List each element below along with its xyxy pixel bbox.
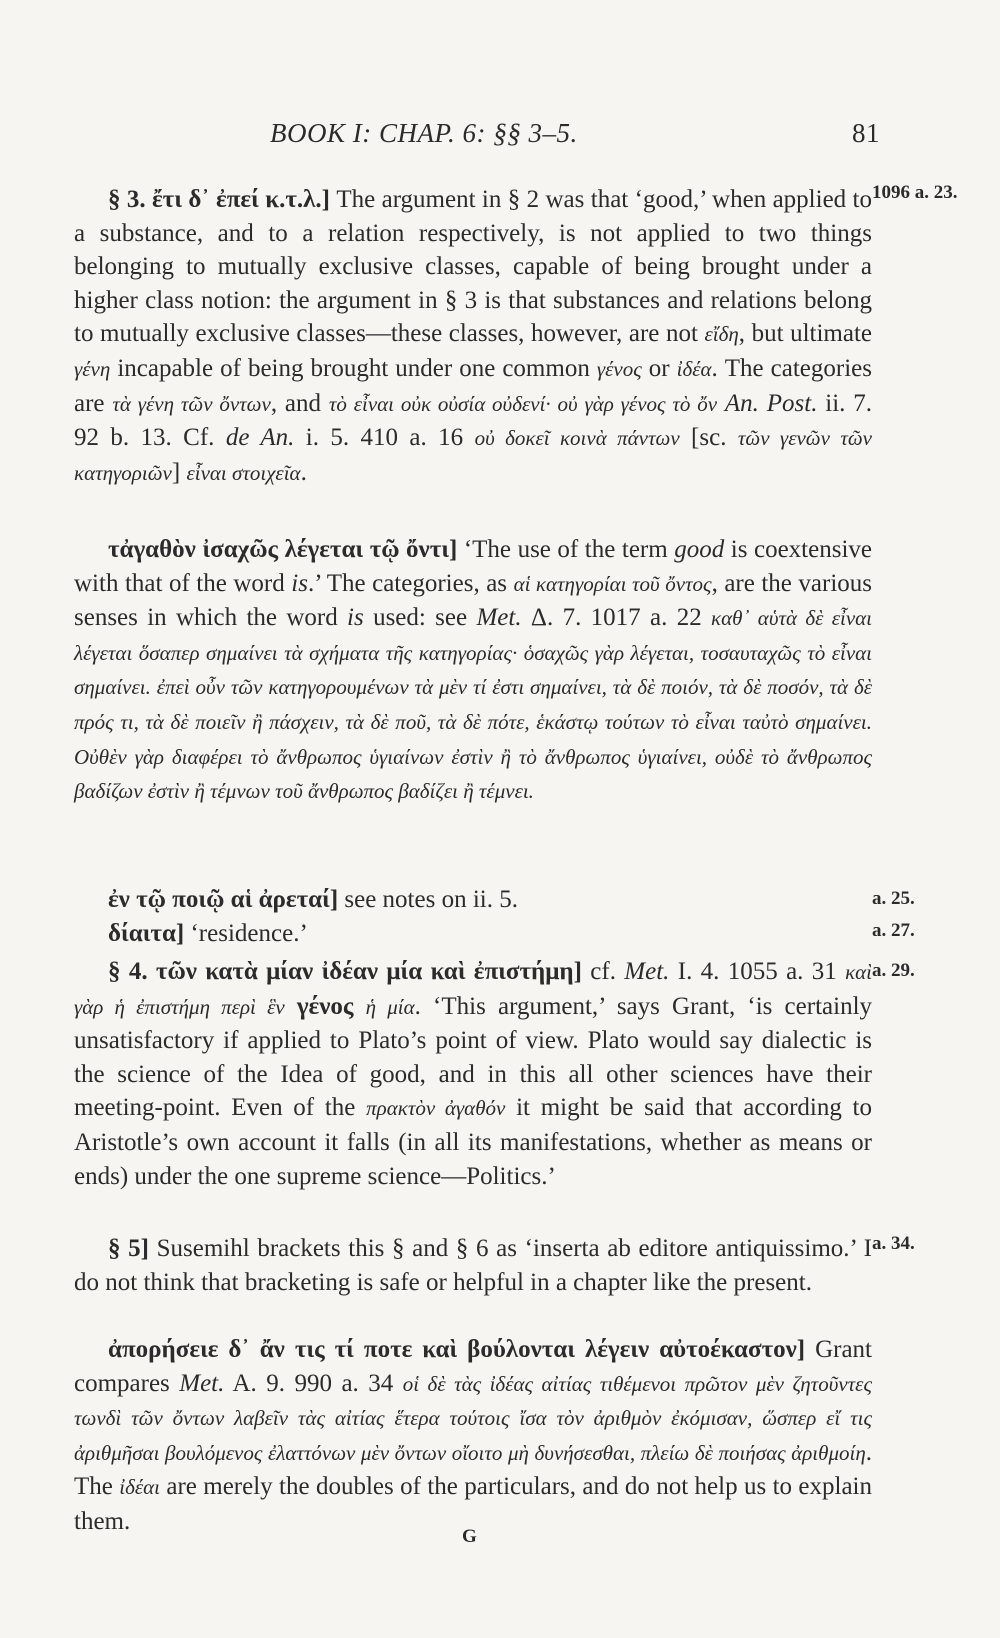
citation: Met. (476, 604, 522, 632)
text: it might be said that according to Aristotle’s own account it falls (in all its manifestations, whether as means or ends) under the one supreme science—Politics.’ (74, 1094, 873, 1190)
text: used: see (363, 604, 477, 632)
page-number: 81 (852, 118, 880, 148)
paragraph-section-4 (74, 955, 872, 1193)
text: A. 9. 990 a. 34 (224, 1369, 403, 1397)
emphasis: is (291, 569, 308, 597)
text: , and (270, 389, 329, 417)
running-head: BOOK I: CHAP. 6: §§ 3–5. (270, 118, 578, 148)
text: ] (171, 458, 187, 486)
signature-mark: G (462, 1526, 477, 1547)
text: , are the various senses in which the word (74, 569, 873, 632)
paragraph-section-5 (74, 1232, 872, 1299)
text: incapable of being brought under one common (110, 354, 597, 382)
text: Grant compares (74, 1336, 873, 1397)
paragraph-aporeseie (74, 1333, 872, 1539)
greek-text: εἴδη (704, 322, 739, 347)
greek-text: οὐ δοκεῖ κοινὰ πάντων (474, 426, 680, 451)
text: , but ultimate (738, 320, 873, 348)
text: . The categories are (74, 354, 872, 417)
lemma: § 5] (108, 1235, 149, 1262)
page-header (270, 118, 880, 158)
paragraph-diaita (74, 917, 872, 951)
lemma: τἀγαθὸν ἰσαχῶς λέγεται τῷ ὄντι] (108, 536, 458, 563)
greek-text: καθ᾽ αὑτὰ δὲ εἶναι λέγεται ὅσαπερ σημαίνει τὰ σχήματα τῆς κατηγορίας· ὁσαχῶς γὰρ λέγεται, τοσαυταχῶς τὸ εἶναι σημαίνει. ἐπεὶ οὖν τῶν κατηγορουμένων τὰ μὲν τί ἐστι σημαίνει, τὰ δὲ ποιόν, τὰ δὲ ποσόν, τὰ δὲ πρός τι, τὰ δὲ ποιεῖν ἢ πάσχειν, τὰ δὲ ποῦ, τὰ δὲ πότε, ἑκάστῳ τούτων τὸ εἶναι ταὐτὸ σημαίνει. Οὐθὲν γὰρ διαφέρει τὸ ἄνθρωπος ὑγιαίνων ἐστὶν ἢ τὸ ἄνθρωπος ὑγιαίνει, οὐδὲ τὸ ἄνθρωπος βαδίζων ἐστὶν ἢ τέμνων τοῦ ἄνθρωπος βαδίζει ἢ τέμνει. (74, 606, 873, 804)
margin-note: a. 29. (872, 960, 915, 981)
margin-note: a. 34. (872, 1233, 915, 1254)
greek-text: ἰδέα (676, 356, 712, 381)
text: . The (74, 1438, 872, 1501)
greek-emphasis: γένος (296, 992, 354, 1020)
citation: An. Post. (724, 389, 818, 417)
lemma: ἀπορήσειε δ᾽ ἄν τις τί ποτε καὶ βούλονται λέγειν αὐτοέκαστον] (108, 1336, 806, 1363)
greek-text: τῶν γενῶν τῶν κατηγοριῶν (74, 426, 872, 485)
text: ii. 7. 92 b. 13. Cf. (74, 389, 873, 452)
text: Δ. 7. 1017 a. 22 (521, 604, 712, 632)
greek-text: εἶναι στοιχεῖα (186, 460, 301, 485)
lemma: δίαιτα] (108, 920, 185, 947)
text (717, 390, 725, 417)
paragraph-tagathon (74, 533, 872, 809)
text (353, 993, 365, 1020)
greek-text: ἰδέαι (119, 1475, 160, 1500)
text (285, 993, 297, 1020)
greek-text: γένη (74, 356, 111, 381)
text: . ‘This argument,’ says Grant, ‘is certainly unsatisfactory if applied to Plato’s point of view. Plato would say dialectic is the science of the Idea of good, and in this all other sciences have their meeting-point. Even of the (74, 992, 873, 1122)
text: see notes on ii. 5. (338, 886, 518, 913)
greek-text: καὶ γὰρ ἡ ἐπιστήμη περὶ ἓν (74, 960, 873, 1019)
text: or (641, 354, 677, 382)
text: I. 4. 1055 a. 31 (669, 958, 846, 985)
greek-text: τὸ εἶναι οὐκ οὐσία οὐδενί· οὐ γὰρ γένος τὸ ὄν (328, 391, 718, 416)
text: ‘The use of the term (457, 536, 675, 563)
greek-text: γένος (596, 356, 642, 381)
text: are merely the doubles of the particulars, and do not help us to explain them. (74, 1473, 872, 1535)
greek-text: ἡ μία (365, 994, 415, 1019)
text: ‘residence.’ (184, 920, 308, 947)
greek-text: τὰ γένη τῶν ὄντων (112, 391, 271, 416)
text: [sc. (679, 424, 738, 452)
text: . (300, 458, 307, 486)
text: Susemihl brackets this § and § 6 as ‘inserta ab editore antiquissimo.’ I do not think that bracketing is safe or helpful in a chapter like the present. (74, 1235, 872, 1296)
margin-note: a. 27. (872, 920, 915, 941)
citation: Met. (179, 1369, 225, 1397)
citation: de An. (225, 424, 295, 452)
text: cf. (581, 958, 625, 985)
emphasis: is (347, 604, 364, 632)
lemma: § 3. ἔτι δ᾽ ἐπεί κ.τ.λ.] (108, 186, 330, 213)
text: i. 5. 410 a. 16 (294, 424, 475, 452)
emphasis: good (674, 536, 725, 563)
paragraph-section-3 (74, 183, 872, 490)
greek-text: αἱ κατηγορίαι τοῦ ὄντος (513, 571, 712, 596)
margin-note: a. 25. (872, 888, 915, 909)
margin-note: 1096 a. 23. (872, 182, 958, 203)
greek-text: πρακτὸν ἀγαθόν (366, 1096, 506, 1121)
paragraph-en-to-poio (74, 883, 872, 917)
lemma: § 4. τῶν κατὰ μίαν ἰδέαν μία καὶ ἐπιστήμη] (108, 958, 582, 985)
text: is coextensive with that of the word (74, 536, 872, 597)
text: .’ The categories, as (307, 569, 514, 597)
citation: Met. (624, 958, 670, 985)
greek-text: οἱ δὲ τὰς ἰδέας αἰτίας τιθέμενοι πρῶτον μὲν ζητοῦντες τωνδὶ τῶν ὄντων λαβεῖν τὰς αἰτίας ἕτερα τούτοις ἴσα τὸν ἀριθμὸν ἐκόμισαν, ὥσπερ εἴ τις ἀριθμῆσαι βουλόμενος ἐλαττόνων μὲν ὄντων οἴοιτο μὴ δυνήσεσθαι, πλείω δὲ ποιήσας ἀριθμοίη (74, 1371, 872, 1465)
text: The argument in § 2 was that ‘good,’ when applied to a substance, and to a relation respectively, is not applied to two things belonging to mutually exclusive classes, capable of being brought under a higher class notion: the argument in § 3 is that substances and relations belong to mutually exclusive classes—these classes, however, are not (74, 186, 872, 348)
lemma: ἐν τῷ ποιῷ αἱ ἀρεταί] (108, 886, 339, 913)
